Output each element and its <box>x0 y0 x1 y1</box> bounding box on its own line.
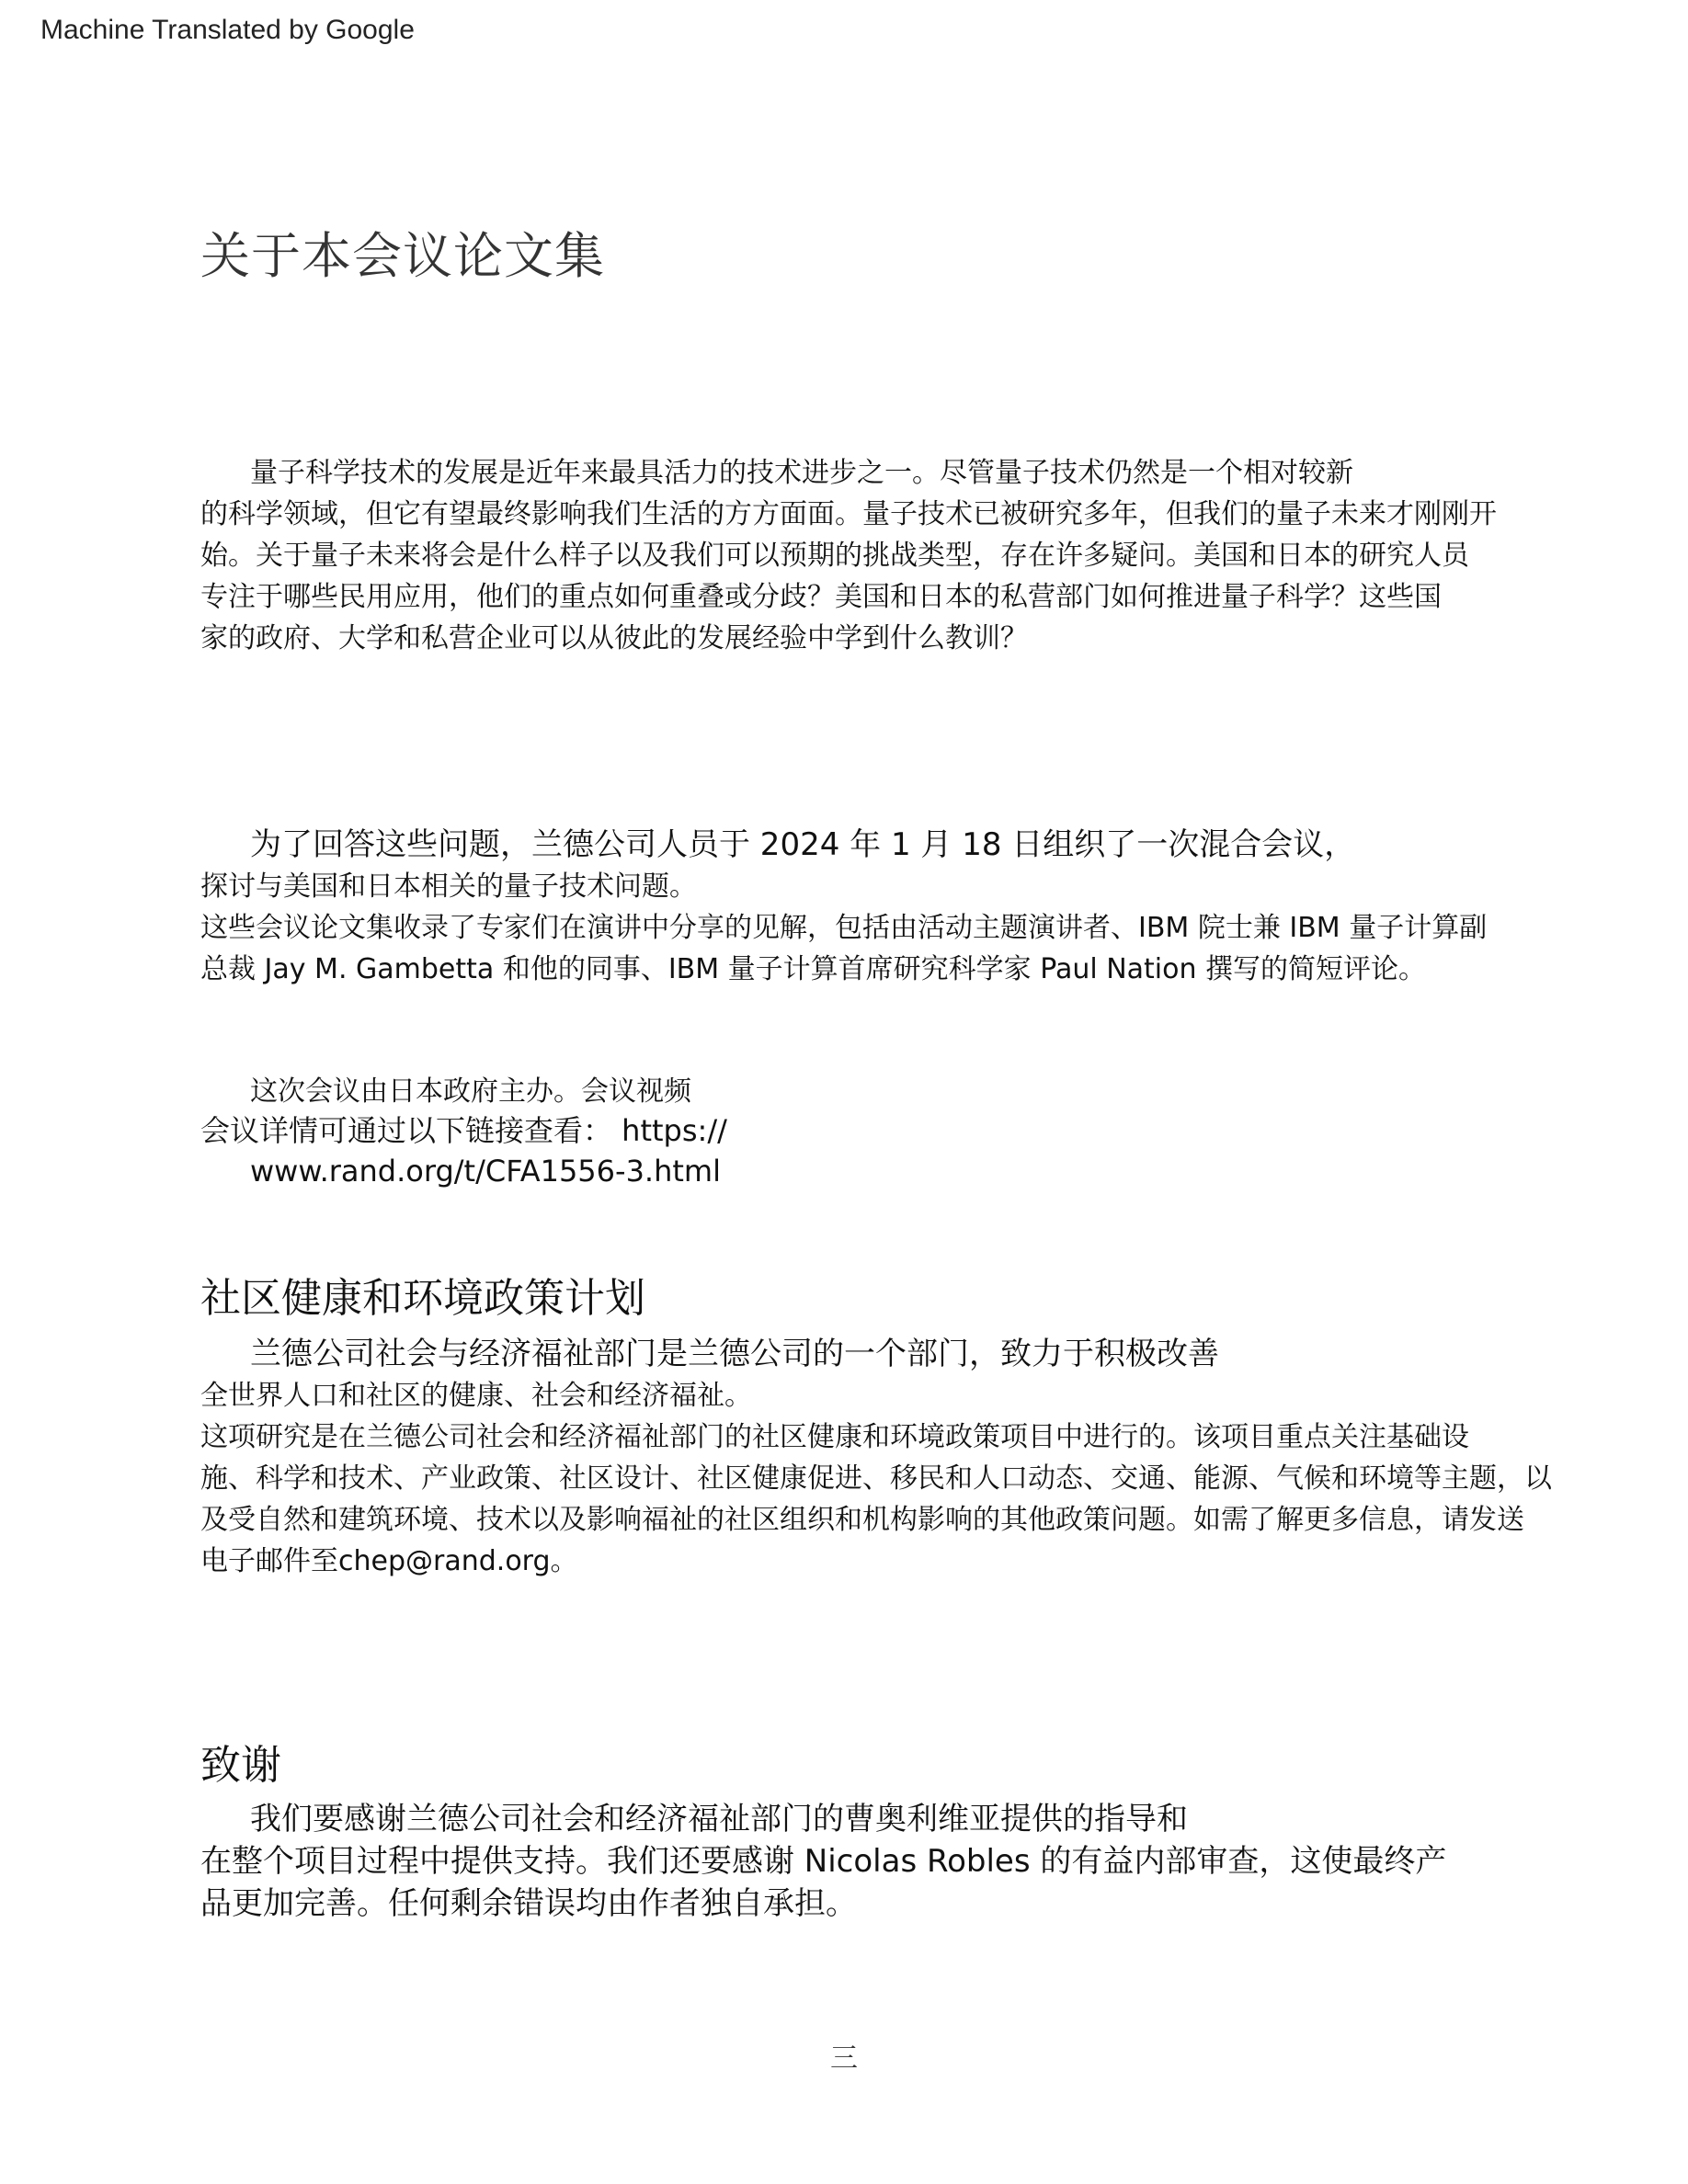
intro-line: 专注于哪些民用应用，他们的重点如何重叠或分歧？美国和日本的私营部门如何推进量子科学？这些国 <box>200 581 1442 613</box>
acknowledgments-heading: 致谢 <box>200 1742 281 1789</box>
intro-line: 家的政府、大学和私营企业可以从彼此的发展经验中学到什么教训？ <box>200 622 1028 654</box>
conference-line: 这些会议论文集收录了专家们在演讲中分享的见解，包括由活动主题演讲者、IBM 院士兼 IBM 量子计算副 <box>200 912 1488 944</box>
program-line: 这项研究是在兰德公司社会和经济福祉部门的社区健康和环境政策项目中进行的。该项目重点关注基础设 <box>200 1421 1469 1453</box>
acknowledgments-paragraph <box>200 1798 1506 1925</box>
acknowledgments-line: 我们要感谢兰德公司社会和经济福祉部门的曹奥利维亚提供的指导和 <box>250 1801 1188 1837</box>
conference-line: 为了回答这些问题，兰德公司人员于 2024 年 1 月 18 日组织了一次混合会议， <box>250 826 1356 863</box>
page-number: 三 <box>830 2042 858 2075</box>
conference-line: 总裁 Jay M. Gambetta 和他的同事、IBM 量子计算首席研究科学家 Paul Nation 撰写的简短评论。 <box>200 953 1427 985</box>
conference-line: 探讨与美国和日本相关的量子技术问题。 <box>200 870 697 903</box>
program-line: 及受自然和建筑环境、技术以及影响福祉的社区组织和机构影响的其他政策问题。如需了解更多信息，请发送 <box>200 1504 1524 1536</box>
intro-paragraph <box>200 452 1506 659</box>
acknowledgments-line: 在整个项目过程中提供支持。我们还要感谢 Nicolas Robles 的有益内部审查，这使最终产 <box>200 1843 1447 1880</box>
sponsor-url-line: www.rand.org/t/CFA1556-3.html <box>250 1154 721 1189</box>
page-title: 关于本会议论文集 <box>200 227 605 285</box>
sponsor-paragraph <box>200 1074 1506 1191</box>
program-line: 施、科学和技术、产业政策、社区设计、社区健康促进、移民和人口动态、交通、能源、气候和环境等主题，以 <box>200 1462 1552 1495</box>
intro-line: 的科学领域，但它有望最终影响我们生活的方方面面。量子技术已被研究多年，但我们的量子未来才刚刚开 <box>200 498 1497 530</box>
program-line: 兰德公司社会与经济福祉部门是兰德公司的一个部门，致力于积极改善 <box>250 1336 1219 1372</box>
machine-translation-banner: Machine Translated by Google <box>40 15 415 45</box>
sponsor-line: 这次会议由日本政府主办。会议视频 <box>250 1075 691 1108</box>
program-heading: 社区健康和环境政策计划 <box>200 1275 645 1322</box>
program-line: 电子邮件至chep@rand.org。 <box>200 1545 578 1577</box>
acknowledgments-line: 品更加完善。任何剩余错误均由作者独自承担。 <box>200 1885 857 1922</box>
intro-line: 始。关于量子未来将会是什么样子以及我们可以预期的挑战类型，存在许多疑问。美国和日本的研究人员 <box>200 540 1469 572</box>
sponsor-line: 会议详情可通过以下链接查看： https:// <box>200 1113 727 1148</box>
intro-line: 量子科学技术的发展是近年来最具活力的技术进步之一。尽管量子技术仍然是一个相对较新 <box>250 457 1353 489</box>
conference-paragraph <box>200 824 1506 990</box>
program-paragraph <box>200 1333 1552 1582</box>
program-line: 全世界人口和社区的健康、社会和经济福祉。 <box>200 1380 752 1412</box>
